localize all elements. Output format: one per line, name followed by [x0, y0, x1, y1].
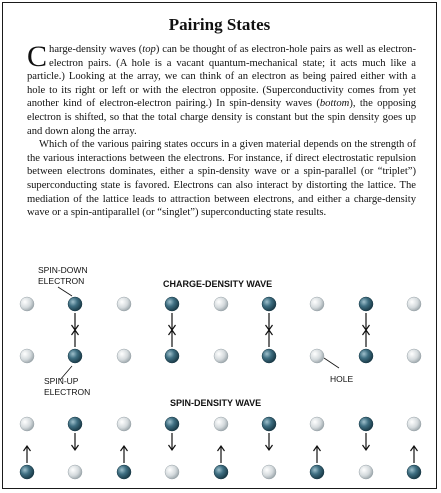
hole: [20, 349, 34, 363]
spin-up-electron: [310, 465, 324, 479]
hole: [20, 417, 34, 431]
spin-down-electron: [68, 297, 82, 311]
hole-label: HOLE: [330, 374, 354, 384]
spin-down-arrow: [169, 313, 176, 330]
spin-down-pointer: [58, 287, 72, 296]
spin-down-arrow: [266, 313, 273, 330]
hole-pointer: [324, 358, 339, 368]
spin-down-electron: [262, 297, 276, 311]
spin-down-electron: [359, 417, 373, 431]
hole: [262, 465, 276, 479]
spin-down-arrow: [72, 313, 79, 330]
spin-up-arrow: [218, 446, 225, 463]
spin-down-electron: [359, 297, 373, 311]
spin-up-arrow: [121, 446, 128, 463]
hole: [359, 465, 373, 479]
spin-up-electron: [359, 349, 373, 363]
hole: [214, 297, 228, 311]
spin-down-electron: [165, 297, 179, 311]
hole: [407, 349, 421, 363]
spin-up-electron: [20, 465, 34, 479]
hole: [117, 297, 131, 311]
spin-down-arrow: [169, 433, 176, 450]
italic-text: bottom: [319, 98, 350, 110]
spin-up-arrow: [24, 446, 31, 463]
hole: [310, 297, 324, 311]
spin-up-electron: [68, 349, 82, 363]
spin-up-arrow: [169, 330, 176, 347]
spin-down-arrow: [363, 433, 370, 450]
spin-up-arrow: [266, 330, 273, 347]
spin-up-label-line2: ELECTRON: [44, 387, 91, 397]
cdw-header: CHARGE-DENSITY WAVE: [163, 279, 273, 289]
spin-up-arrow: [411, 446, 418, 463]
hole: [68, 465, 82, 479]
text-segment: harge-density waves (: [49, 44, 143, 55]
hole: [310, 349, 324, 363]
hole: [214, 349, 228, 363]
paragraph-2: Which of the various pairing states occurs in a given material depends on the strength of the various interactions between the electrons. For instance, if direct electrostatic repulsion between electrons dominates, either a spin-density wave or a spin-parallel (or “triplet”) superconducting state is favored. Electrons can also interact by distorting the lattice. The mediation of the lattice leads to attraction between electrons, and either a charge-density wave or a spin-antiparallel (or “singlet”) superconducting state results.: [27, 139, 416, 219]
hole: [407, 297, 421, 311]
spin-up-electron: [165, 349, 179, 363]
sdw-header: SPIN-DENSITY WAVE: [170, 398, 262, 408]
text-segment: ), the opposing electron is shifted, so that the total charge density is constant but the spin density goes up and down along the array.: [27, 98, 417, 137]
spin-up-label-line1: SPIN-UP: [44, 376, 79, 386]
spin-up-arrow: [72, 330, 79, 347]
spin-up-electron: [214, 465, 228, 479]
hole: [117, 417, 131, 431]
spin-up-electron: [407, 465, 421, 479]
spin-down-arrow: [72, 433, 79, 450]
spin-down-label-line2: ELECTRON: [38, 276, 85, 286]
hole: [407, 417, 421, 431]
text-segment: ) can be thought of as electron-hole pairs as well as electron-electron pairs. (A hole is a vacant quantum-mechanical state; it acts much like a particle.) Looking at the array, we can think of an electron as being paired either with a hole to its right or left or with the electron opposite. (Superconductivity comes from yet another kind of electron-electron pairing.) In spin-density waves (: [27, 44, 417, 110]
spin-up-electron: [262, 349, 276, 363]
drop-cap: C: [27, 40, 48, 73]
spin-down-arrow: [363, 313, 370, 330]
hole: [20, 297, 34, 311]
hole: [117, 349, 131, 363]
spin-up-arrow: [363, 330, 370, 347]
spin-down-electron: [68, 417, 82, 431]
spin-down-electron: [165, 417, 179, 431]
spin-up-electron: [117, 465, 131, 479]
spin-up-arrow: [314, 446, 321, 463]
spin-down-arrow: [266, 433, 273, 450]
hole: [165, 465, 179, 479]
hole: [310, 417, 324, 431]
italic-text: top: [142, 44, 156, 55]
hole: [214, 417, 228, 431]
page-title: Pairing States: [168, 15, 271, 34]
spin-down-label-line1: SPIN-DOWN: [38, 265, 88, 275]
spin-down-electron: [262, 417, 276, 431]
